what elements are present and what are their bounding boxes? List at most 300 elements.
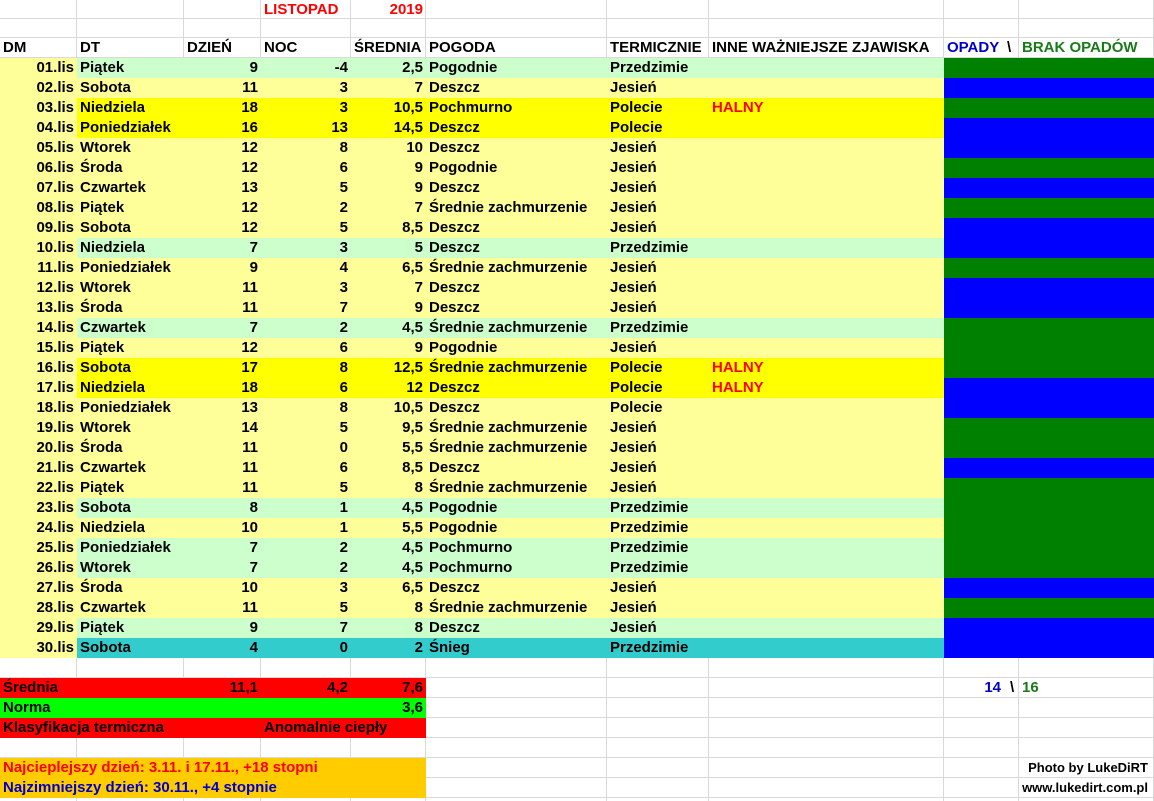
col-header-srednia[interactable]: ŚREDNIA — [354, 39, 422, 56]
phenomena-cell[interactable] — [709, 78, 944, 98]
avg-temp-cell[interactable]: 5,5 — [402, 519, 423, 536]
night-temp-cell[interactable]: 1 — [339, 519, 348, 536]
col-header-inne[interactable]: INNE WAŻNIEJSZE ZJAWISKA — [712, 39, 930, 56]
thermal-cell[interactable]: Przedzimie — [610, 539, 689, 556]
weekday-cell[interactable]: Poniedziałek — [80, 259, 171, 276]
weather-cell[interactable]: Średnie zachmurzenie — [429, 359, 588, 376]
day-temp-cell[interactable]: 10 — [241, 519, 258, 536]
precipitation-indicator[interactable] — [944, 98, 1154, 118]
phenomena-cell[interactable] — [709, 338, 944, 358]
day-temp-cell[interactable]: 9 — [249, 619, 258, 636]
thermal-cell[interactable]: Jesień — [610, 339, 657, 356]
night-temp-cell[interactable]: 13 — [331, 119, 348, 136]
precipitation-indicator[interactable] — [944, 618, 1154, 638]
precipitation-indicator[interactable] — [944, 258, 1154, 278]
precipitation-indicator[interactable] — [944, 298, 1154, 318]
klas-label[interactable]: Klasyfikacja termiczna — [3, 719, 164, 736]
weather-cell[interactable]: Średnie zachmurzenie — [429, 439, 588, 456]
thermal-cell[interactable]: Przedzimie — [610, 319, 689, 336]
weather-cell[interactable]: Pogodnie — [429, 519, 498, 536]
weather-cell[interactable]: Deszcz — [429, 579, 480, 596]
weather-cell[interactable]: Deszcz — [429, 219, 480, 236]
precipitation-indicator[interactable] — [944, 58, 1154, 78]
phenomena-cell[interactable] — [709, 478, 944, 498]
date-cell[interactable]: 06.lis — [36, 159, 74, 176]
table-row — [0, 258, 1154, 278]
klas-value[interactable]: Anomalnie ciepły — [264, 719, 388, 736]
date-cell[interactable]: 01.lis — [36, 59, 74, 76]
thermal-cell[interactable]: Przedzimie — [610, 59, 689, 76]
weekday-cell[interactable]: Niedziela — [80, 379, 146, 396]
col-header-brak[interactable]: BRAK OPADÓW — [1022, 39, 1138, 56]
date-cell[interactable]: 23.lis — [36, 499, 74, 516]
day-temp-cell[interactable]: 12 — [241, 159, 258, 176]
precipitation-indicator[interactable] — [944, 158, 1154, 178]
weather-cell[interactable]: Pochmurno — [429, 539, 513, 556]
phenomena-cell[interactable] — [709, 558, 944, 578]
night-temp-cell[interactable]: 6 — [339, 379, 348, 396]
table-row — [0, 338, 1154, 358]
avg-temp-cell[interactable]: 12 — [406, 379, 423, 396]
weather-cell[interactable]: Deszcz — [429, 79, 480, 96]
phenomena-cell[interactable] — [709, 438, 944, 458]
phenomena-cell[interactable] — [709, 158, 944, 178]
thermal-cell[interactable]: Przedzimie — [610, 559, 689, 576]
weekday-cell[interactable]: Piątek — [80, 619, 125, 636]
phenomena-cell[interactable] — [709, 598, 944, 618]
day-temp-cell[interactable]: 11 — [242, 459, 258, 476]
day-temp-cell[interactable]: 7 — [249, 559, 258, 576]
srednia-label[interactable]: Średnia — [3, 679, 59, 696]
phenomena-cell[interactable] — [709, 198, 944, 218]
day-temp-cell[interactable]: 11 — [242, 79, 258, 96]
date-cell[interactable]: 09.lis — [36, 219, 74, 236]
date-cell[interactable]: 27.lis — [36, 579, 74, 596]
day-temp-cell[interactable]: 12 — [241, 199, 258, 216]
col-header-pogoda[interactable]: POGODA — [429, 39, 496, 56]
date-cell[interactable]: 25.lis — [36, 539, 74, 556]
date-cell[interactable]: 05.lis — [36, 139, 74, 156]
weather-cell[interactable]: Średnie zachmurzenie — [429, 259, 588, 276]
weekday-cell[interactable]: Niedziela — [80, 239, 146, 256]
weekday-cell[interactable]: Czwartek — [80, 319, 146, 336]
precipitation-indicator[interactable] — [944, 398, 1154, 418]
day-temp-cell[interactable]: 18 — [241, 99, 258, 116]
avg-temp-cell[interactable]: 7 — [414, 199, 423, 216]
avg-temp-cell[interactable]: 2,5 — [402, 59, 423, 76]
day-temp-cell[interactable]: 11 — [242, 439, 258, 456]
avg-temp-cell[interactable]: 9 — [414, 159, 423, 176]
weekday-cell[interactable]: Niedziela — [80, 519, 146, 536]
date-cell[interactable]: 20.lis — [36, 439, 74, 456]
phenomena-cell[interactable] — [709, 178, 944, 198]
night-temp-cell[interactable]: 1 — [339, 499, 348, 516]
weather-cell[interactable]: Średnie zachmurzenie — [429, 599, 588, 616]
precipitation-indicator[interactable] — [944, 278, 1154, 298]
phenomena-cell[interactable] — [709, 498, 944, 518]
weather-cell[interactable]: Pogodnie — [429, 499, 498, 516]
thermal-cell[interactable]: Jesień — [610, 159, 657, 176]
night-temp-cell[interactable]: 3 — [339, 99, 348, 116]
thermal-cell[interactable]: Jesień — [610, 439, 657, 456]
thermal-cell[interactable]: Jesień — [610, 219, 657, 236]
day-temp-cell[interactable]: 12 — [241, 219, 258, 236]
weekday-cell[interactable]: Piątek — [80, 339, 125, 356]
weekday-cell[interactable]: Piątek — [80, 59, 125, 76]
weather-cell[interactable]: Deszcz — [429, 239, 480, 256]
col-header-dt[interactable]: DT — [80, 39, 100, 56]
date-cell[interactable]: 19.lis — [36, 419, 74, 436]
weekday-cell[interactable]: Czwartek — [80, 179, 146, 196]
date-cell[interactable]: 12.lis — [36, 279, 74, 296]
night-temp-cell[interactable]: 3 — [339, 579, 348, 596]
day-temp-cell[interactable]: 4 — [249, 639, 258, 656]
precipitation-indicator[interactable] — [944, 478, 1154, 498]
day-temp-cell[interactable]: 17 — [241, 359, 258, 376]
norma-value[interactable]: 3,6 — [402, 699, 423, 716]
weekday-cell[interactable]: Sobota — [80, 359, 131, 376]
precipitation-indicator[interactable] — [944, 518, 1154, 538]
night-temp-cell[interactable]: 7 — [339, 299, 348, 316]
warmest-day[interactable]: Najcieplejszy dzień: 3.11. i 17.11., +18 stopni — [3, 759, 318, 776]
weather-cell[interactable]: Deszcz — [429, 379, 480, 396]
weather-cell[interactable]: Pogodnie — [429, 159, 498, 176]
summary-klas-row — [0, 718, 1154, 738]
weather-cell[interactable]: Pochmurno — [429, 559, 513, 576]
date-cell[interactable]: 04.lis — [36, 119, 74, 136]
weekday-cell[interactable]: Piątek — [80, 199, 125, 216]
avg-temp-cell[interactable]: 7 — [414, 79, 423, 96]
night-temp-cell[interactable]: 5 — [339, 219, 348, 236]
weekday-cell[interactable]: Wtorek — [80, 279, 131, 296]
weekday-cell[interactable]: Poniedziałek — [80, 539, 171, 556]
night-temp-cell[interactable]: 3 — [339, 279, 348, 296]
thermal-cell[interactable]: Jesień — [610, 79, 657, 96]
month-cell[interactable]: LISTOPAD — [264, 1, 339, 18]
day-temp-cell[interactable]: 18 — [241, 379, 258, 396]
thermal-cell[interactable]: Jesień — [610, 479, 657, 496]
avg-temp-cell[interactable]: 14,5 — [393, 119, 423, 136]
thermal-cell[interactable]: Jesień — [610, 199, 657, 216]
phenomena-cell[interactable] — [709, 578, 944, 598]
opady-count[interactable]: 14 — [984, 679, 1001, 696]
phenomena-cell[interactable] — [709, 618, 944, 638]
phenomena-cell[interactable] — [709, 118, 944, 138]
day-temp-cell[interactable]: 13 — [241, 179, 258, 196]
weather-cell[interactable]: Średnie zachmurzenie — [429, 199, 588, 216]
precipitation-indicator[interactable] — [944, 318, 1154, 338]
precipitation-indicator[interactable] — [944, 418, 1154, 438]
table-row — [0, 298, 1154, 318]
precipitation-indicator[interactable] — [944, 638, 1154, 658]
day-temp-cell[interactable]: 11 — [242, 299, 258, 316]
thermal-cell[interactable]: Jesień — [610, 299, 657, 316]
night-temp-cell[interactable]: -4 — [334, 59, 348, 76]
phenomena-cell[interactable] — [709, 138, 944, 158]
avg-temp-cell[interactable]: 10,5 — [393, 99, 423, 116]
phenomena-cell[interactable] — [709, 458, 944, 478]
avg-temp-cell[interactable]: 7 — [414, 279, 423, 296]
precipitation-indicator[interactable] — [944, 218, 1154, 238]
thermal-cell[interactable]: Jesień — [610, 619, 657, 636]
night-temp-cell[interactable]: 6 — [339, 459, 348, 476]
day-temp-cell[interactable]: 11 — [242, 479, 258, 496]
date-cell[interactable]: 28.lis — [36, 599, 74, 616]
precipitation-indicator[interactable] — [944, 358, 1154, 378]
date-cell[interactable]: 22.lis — [36, 479, 74, 496]
col-header-opady[interactable]: OPADY — [947, 39, 1000, 56]
avg-temp-cell[interactable]: 6,5 — [402, 259, 423, 276]
night-temp-cell[interactable]: 2 — [339, 559, 348, 576]
avg-temp-cell[interactable]: 10 — [406, 139, 423, 156]
day-temp-cell[interactable]: 10 — [241, 579, 258, 596]
thermal-cell[interactable]: Jesień — [610, 599, 657, 616]
weather-cell[interactable]: Pochmurno — [429, 99, 513, 116]
day-temp-cell[interactable]: 11 — [242, 599, 258, 616]
avg-temp-cell[interactable]: 8 — [414, 599, 423, 616]
weather-cell[interactable]: Deszcz — [429, 619, 480, 636]
day-temp-cell[interactable]: 8 — [249, 499, 258, 516]
avg-temp-cell[interactable]: 9 — [414, 179, 423, 196]
weather-cell[interactable]: Deszcz — [429, 119, 480, 136]
weekday-cell[interactable]: Wtorek — [80, 559, 131, 576]
precipitation-indicator[interactable] — [944, 598, 1154, 618]
precipitation-indicator[interactable] — [944, 118, 1154, 138]
weather-cell[interactable]: Deszcz — [429, 139, 480, 156]
weekday-cell[interactable]: Czwartek — [80, 599, 146, 616]
weekday-cell[interactable]: Sobota — [80, 639, 131, 656]
site-url: www.lukedirt.com.pl — [1022, 780, 1148, 795]
phenomena-cell[interactable] — [709, 218, 944, 238]
precipitation-indicator[interactable] — [944, 578, 1154, 598]
avg-temp-cell[interactable]: 8 — [414, 479, 423, 496]
precipitation-indicator[interactable] — [944, 498, 1154, 518]
date-cell[interactable]: 30.lis — [36, 639, 74, 656]
weekday-cell[interactable]: Sobota — [80, 219, 131, 236]
avg-temp-cell[interactable]: 4,5 — [402, 499, 423, 516]
avg-temp-cell[interactable]: 9 — [414, 299, 423, 316]
weekday-cell[interactable]: Poniedziałek — [80, 399, 171, 416]
precipitation-indicator[interactable] — [944, 438, 1154, 458]
srednia-sr[interactable]: 7,6 — [402, 679, 423, 696]
date-cell[interactable]: 03.lis — [36, 99, 74, 116]
weekday-cell[interactable]: Sobota — [80, 79, 131, 96]
avg-temp-cell[interactable]: 2 — [414, 639, 423, 656]
night-temp-cell[interactable]: 3 — [339, 239, 348, 256]
weather-cell[interactable]: Deszcz — [429, 179, 480, 196]
day-temp-cell[interactable]: 12 — [241, 339, 258, 356]
day-temp-cell[interactable]: 9 — [249, 59, 258, 76]
avg-temp-cell[interactable]: 8,5 — [402, 459, 423, 476]
phenomena-cell[interactable]: HALNY — [712, 359, 764, 376]
avg-temp-cell[interactable]: 5 — [414, 239, 423, 256]
precipitation-indicator[interactable] — [944, 198, 1154, 218]
day-temp-cell[interactable]: 7 — [249, 319, 258, 336]
weekday-cell[interactable]: Wtorek — [80, 419, 131, 436]
day-temp-cell[interactable]: 14 — [241, 419, 258, 436]
thermal-cell[interactable]: Polecie — [610, 359, 663, 376]
night-temp-cell[interactable]: 2 — [339, 319, 348, 336]
precipitation-indicator[interactable] — [944, 538, 1154, 558]
avg-temp-cell[interactable]: 9,5 — [402, 419, 423, 436]
brak-count[interactable]: 16 — [1022, 679, 1039, 696]
night-temp-cell[interactable]: 3 — [339, 79, 348, 96]
weather-cell[interactable]: Deszcz — [429, 459, 480, 476]
precipitation-indicator[interactable] — [944, 78, 1154, 98]
weekday-cell[interactable]: Niedziela — [80, 99, 146, 116]
avg-temp-cell[interactable]: 10,5 — [393, 399, 423, 416]
day-temp-cell[interactable]: 11 — [242, 279, 258, 296]
night-temp-cell[interactable]: 6 — [339, 159, 348, 176]
srednia-dzien[interactable]: 11,1 — [229, 679, 258, 696]
day-temp-cell[interactable]: 16 — [241, 119, 258, 136]
day-temp-cell[interactable]: 12 — [241, 139, 258, 156]
weather-cell[interactable]: Śnieg — [429, 639, 470, 656]
weather-cell[interactable]: Pogodnie — [429, 59, 498, 76]
thermal-cell[interactable]: Przedzimie — [610, 499, 689, 516]
thermal-cell[interactable]: Przedzimie — [610, 239, 689, 256]
date-cell[interactable]: 07.lis — [36, 179, 74, 196]
date-cell[interactable]: 14.lis — [36, 319, 74, 336]
thermal-cell[interactable]: Jesień — [610, 579, 657, 596]
avg-temp-cell[interactable]: 4,5 — [402, 539, 423, 556]
thermal-cell[interactable]: Polecie — [610, 99, 663, 116]
date-cell[interactable]: 26.lis — [36, 559, 74, 576]
night-temp-cell[interactable]: 8 — [339, 399, 348, 416]
date-cell[interactable]: 29.lis — [36, 619, 74, 636]
date-cell[interactable]: 02.lis — [36, 79, 74, 96]
phenomena-cell[interactable] — [709, 398, 944, 418]
precipitation-indicator[interactable] — [944, 138, 1154, 158]
weekday-cell[interactable]: Środa — [80, 299, 123, 316]
srednia-noc[interactable]: 4,2 — [327, 679, 348, 696]
phenomena-cell[interactable] — [709, 518, 944, 538]
avg-temp-cell[interactable]: 4,5 — [402, 319, 423, 336]
weekday-cell[interactable]: Środa — [80, 439, 123, 456]
thermal-cell[interactable]: Jesień — [610, 419, 657, 436]
night-temp-cell[interactable]: 4 — [339, 259, 348, 276]
night-temp-cell[interactable]: 0 — [339, 639, 348, 656]
thermal-cell[interactable]: Jesień — [610, 459, 657, 476]
phenomena-cell[interactable]: HALNY — [712, 99, 764, 116]
date-cell[interactable]: 13.lis — [36, 299, 74, 316]
phenomena-cell[interactable] — [709, 638, 944, 658]
thermal-cell[interactable]: Polecie — [610, 379, 663, 396]
night-temp-cell[interactable]: 6 — [339, 339, 348, 356]
night-temp-cell[interactable]: 7 — [339, 619, 348, 636]
night-temp-cell[interactable]: 2 — [339, 539, 348, 556]
date-cell[interactable]: 17.lis — [36, 379, 74, 396]
night-temp-cell[interactable]: 8 — [339, 139, 348, 156]
day-temp-cell[interactable]: 7 — [249, 239, 258, 256]
date-cell[interactable]: 15.lis — [36, 339, 74, 356]
precipitation-indicator[interactable] — [944, 458, 1154, 478]
avg-temp-cell[interactable]: 12,5 — [393, 359, 423, 376]
thermal-cell[interactable]: Polecie — [610, 119, 663, 136]
weekday-cell[interactable]: Środa — [80, 579, 123, 596]
day-temp-cell[interactable]: 7 — [249, 539, 258, 556]
day-temp-cell[interactable]: 9 — [249, 259, 258, 276]
thermal-cell[interactable]: Przedzimie — [610, 639, 689, 656]
night-temp-cell[interactable]: 5 — [339, 599, 348, 616]
phenomena-cell[interactable] — [709, 58, 944, 78]
avg-temp-cell[interactable]: 8,5 — [402, 219, 423, 236]
phenomena-cell[interactable]: HALNY — [712, 379, 764, 396]
date-cell[interactable]: 08.lis — [36, 199, 74, 216]
thermal-cell[interactable]: Jesień — [610, 279, 657, 296]
date-cell[interactable]: 24.lis — [36, 519, 74, 536]
col-header-dzien[interactable]: DZIEŃ — [187, 39, 232, 56]
weekday-cell[interactable]: Piątek — [80, 479, 125, 496]
night-temp-cell[interactable]: 8 — [339, 359, 348, 376]
date-cell[interactable]: 18.lis — [36, 399, 74, 416]
phenomena-cell[interactable] — [709, 318, 944, 338]
precipitation-indicator[interactable] — [944, 378, 1154, 398]
date-cell[interactable]: 21.lis — [36, 459, 74, 476]
phenomena-cell[interactable] — [709, 258, 944, 278]
precipitation-indicator[interactable] — [944, 338, 1154, 358]
date-cell[interactable]: 16.lis — [36, 359, 74, 376]
weather-cell[interactable]: Średnie zachmurzenie — [429, 479, 588, 496]
col-header-termiczne[interactable]: TERMICZNIE — [610, 39, 702, 56]
weekday-cell[interactable]: Środa — [80, 159, 123, 176]
weekday-cell[interactable]: Czwartek — [80, 459, 146, 476]
avg-temp-cell[interactable]: 4,5 — [402, 559, 423, 576]
weather-cell[interactable]: Deszcz — [429, 279, 480, 296]
day-temp-cell[interactable]: 13 — [241, 399, 258, 416]
precipitation-indicator[interactable] — [944, 178, 1154, 198]
table-row — [0, 378, 1154, 398]
night-temp-cell[interactable]: 5 — [339, 419, 348, 436]
avg-temp-cell[interactable]: 9 — [414, 339, 423, 356]
col-header-dm[interactable]: DM — [3, 39, 27, 56]
weather-cell[interactable]: Deszcz — [429, 399, 480, 416]
avg-temp-cell[interactable]: 6,5 — [402, 579, 423, 596]
night-temp-cell[interactable]: 5 — [339, 479, 348, 496]
date-cell[interactable]: 11.lis — [37, 259, 74, 276]
norma-label[interactable]: Norma — [3, 699, 51, 716]
weekday-cell[interactable]: Sobota — [80, 499, 131, 516]
weather-cell[interactable]: Pogodnie — [429, 339, 498, 356]
avg-temp-cell[interactable]: 8 — [414, 619, 423, 636]
precipitation-indicator[interactable] — [944, 558, 1154, 578]
night-temp-cell[interactable]: 0 — [339, 439, 348, 456]
night-temp-cell[interactable]: 5 — [339, 179, 348, 196]
year-cell[interactable]: 2019 — [389, 1, 423, 18]
night-temp-cell[interactable]: 2 — [339, 199, 348, 216]
thermal-cell[interactable]: Jesień — [610, 139, 657, 156]
thermal-cell[interactable]: Przedzimie — [610, 519, 689, 536]
phenomena-cell[interactable] — [709, 238, 944, 258]
thermal-cell[interactable]: Polecie — [610, 399, 663, 416]
phenomena-cell[interactable] — [709, 278, 944, 298]
col-header-noc[interactable]: NOC — [264, 39, 298, 56]
phenomena-cell[interactable] — [709, 418, 944, 438]
phenomena-cell[interactable] — [709, 538, 944, 558]
thermal-cell[interactable]: Jesień — [610, 179, 657, 196]
weather-cell[interactable]: Deszcz — [429, 299, 480, 316]
weekday-cell[interactable]: Poniedziałek — [80, 119, 171, 136]
phenomena-cell[interactable] — [709, 298, 944, 318]
weather-cell[interactable]: Średnie zachmurzenie — [429, 319, 588, 336]
precipitation-indicator[interactable] — [944, 238, 1154, 258]
coldest-day[interactable]: Najzimniejszy dzień: 30.11., +4 stopnie — [3, 779, 277, 796]
thermal-cell[interactable]: Jesień — [610, 259, 657, 276]
weekday-cell[interactable]: Wtorek — [80, 139, 131, 156]
date-cell[interactable]: 10.lis — [36, 239, 74, 256]
weather-cell[interactable]: Średnie zachmurzenie — [429, 419, 588, 436]
avg-temp-cell[interactable]: 5,5 — [402, 439, 423, 456]
